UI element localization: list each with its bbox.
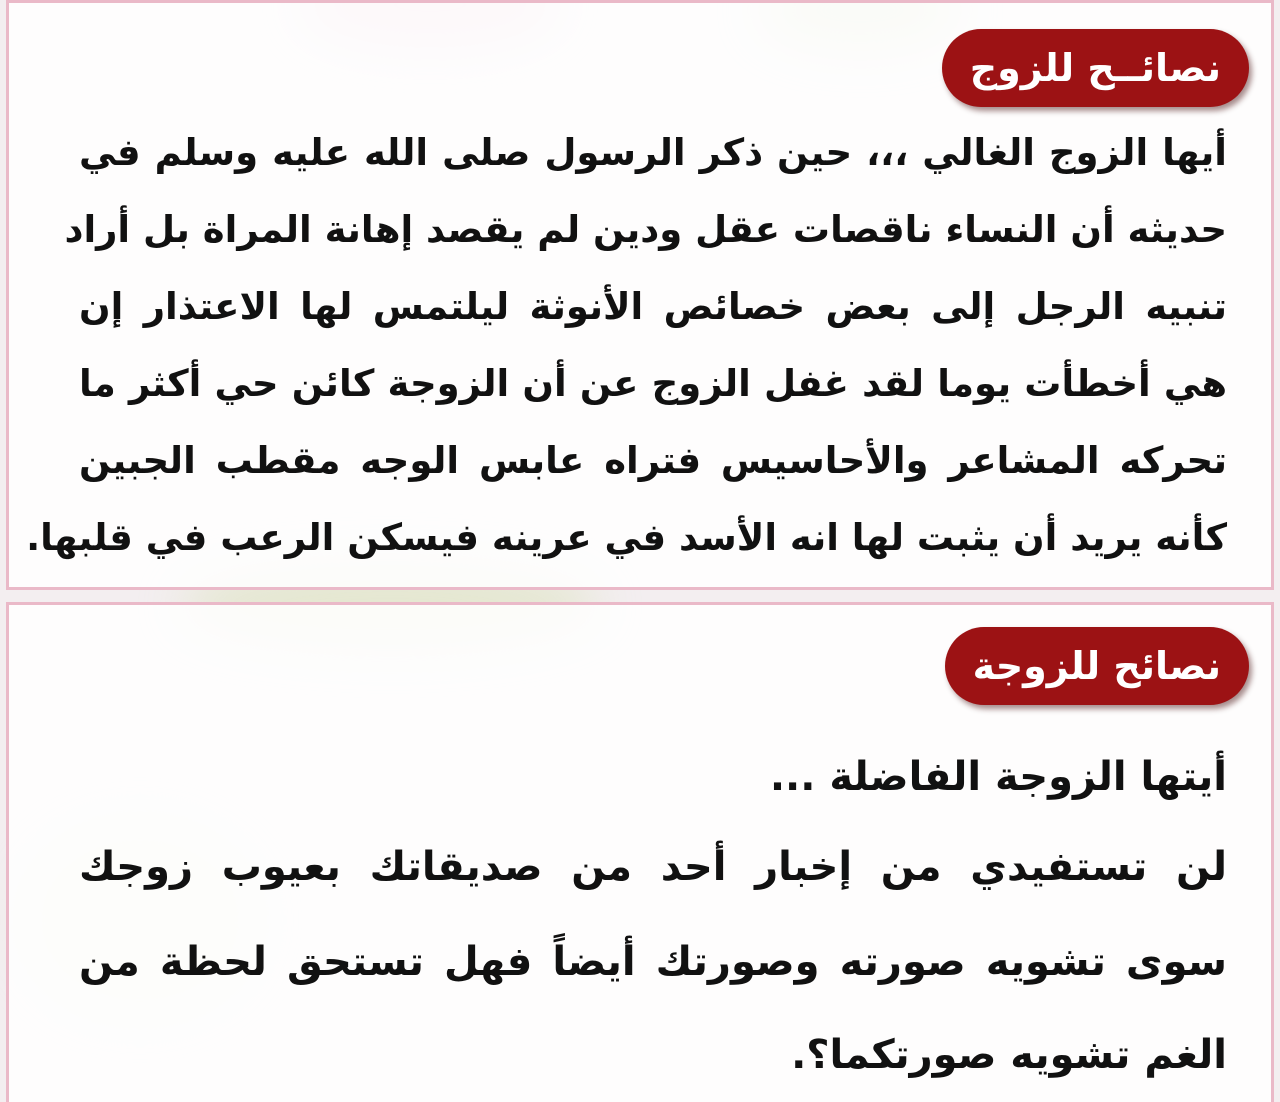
husband-advice-card [6, 0, 1274, 590]
wife-advice-card [6, 602, 1274, 1102]
paragraph-line: لن تستفيدي من إخبار أحد من صديقاتك بعيوب زوجك [79, 844, 1227, 890]
paragraph-line: تحركه المشاعر والأحاسيس فتراه عابس الوجه مقطب الجبين [79, 439, 1227, 482]
section-title-badge: نصائح للزوجة [945, 627, 1249, 705]
paragraph-line: سوى تشويه صورته وصورتك أيضاً فهل تستحق لحظة من [79, 939, 1227, 985]
section-title-badge: نصائــح للزوج [942, 29, 1249, 107]
paragraph-line: الغم تشويه صورتكما؟. [791, 1032, 1227, 1078]
paragraph-line: أيتها الزوجة الفاضلة ... [769, 754, 1227, 800]
paragraph-line: أيها الزوج الغالي ،،، حين ذكر الرسول صلى الله عليه وسلم في [79, 131, 1227, 174]
paragraph-line: هي أخطأت يوما لقد غفل الزوج عن أن الزوجة كائن حي أكثر ما [79, 362, 1227, 405]
paragraph-line: حديثه أن النساء ناقصات عقل ودين لم يقصد إهانة المراة بل أراد [64, 208, 1227, 251]
paragraph-line: كأنه يريد أن يثبت لها انه الأسد في عرينه فيسكن الرعب في قلبها. [26, 516, 1227, 559]
paragraph-line: تنبيه الرجل إلى بعض خصائص الأنوثة ليلتمس لها الاعتذار إن [79, 285, 1227, 328]
